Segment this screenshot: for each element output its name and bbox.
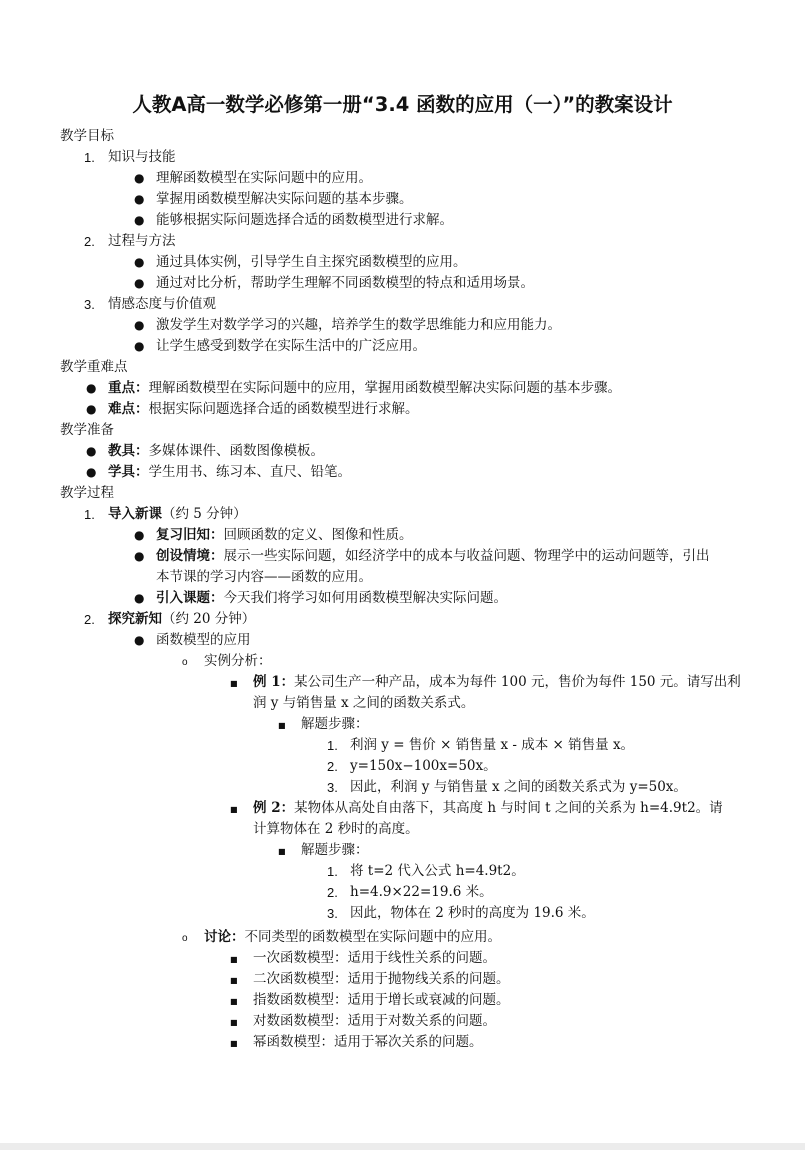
step-title: 导入新课: [108, 506, 162, 522]
list-number: 2.: [327, 885, 338, 900]
list-item: [108, 441, 324, 462]
item-text: 今天我们将学习如何用函数模型解决实际问题。: [223, 590, 507, 606]
list-item: 指数函数模型：适用于增长或衰减的问题。: [253, 992, 510, 1008]
step-item: 利润 y = 售价 × 销售量 x - 成本 × 销售量 x。: [350, 737, 635, 753]
item-label: 例 2：: [253, 800, 295, 816]
bullet-icon: ●: [134, 213, 145, 227]
step-item: 因此，利润 y 与销售量 x 之间的函数关系式为 y=50x。: [350, 779, 687, 795]
list-item: 幂函数模型：适用于幂次关系的问题。: [253, 1034, 483, 1050]
item-text: 根据实际问题选择合适的函数模型进行求解。: [148, 401, 419, 417]
list-item: 解题步骤：: [301, 716, 369, 732]
objective-group-title: 过程与方法: [108, 233, 176, 249]
square-bullet-icon: ■: [230, 1039, 238, 1048]
item-label: 复习旧知：: [156, 527, 224, 543]
list-item: 二次函数模型：适用于抛物线关系的问题。: [253, 971, 510, 987]
bullet-icon: ●: [134, 192, 145, 206]
square-bullet-icon: ■: [278, 847, 286, 856]
square-bullet-icon: ■: [230, 679, 238, 688]
bullet-icon: ●: [134, 549, 145, 563]
circle-bullet-icon: o: [182, 933, 188, 944]
item-label: 教具：: [108, 443, 149, 459]
objective-group-title: 知识与技能: [108, 149, 176, 165]
item-text: 理解函数模型在实际问题中的应用，掌握用函数模型解决实际问题的基本步骤。: [148, 380, 621, 396]
keypoints-heading: 教学重难点: [60, 359, 128, 375]
list-number: 1.: [84, 150, 95, 165]
list-item-continuation: 计算物体在 2 秒时的高度。: [253, 821, 419, 837]
list-number: 2.: [84, 234, 95, 249]
item-label: 重点：: [108, 380, 149, 396]
bullet-icon: ●: [86, 402, 97, 416]
square-bullet-icon: ■: [278, 721, 286, 730]
item-text: 不同类型的函数模型在实际问题中的应用。: [244, 929, 501, 945]
bullet-icon: ●: [134, 633, 145, 647]
list-item: [108, 378, 621, 399]
list-item: 通过对比分析，帮助学生理解不同函数模型的特点和适用场景。: [156, 275, 534, 291]
item-text: 某物体从高处自由落下，其高度 h 与时间 t 之间的关系为 h=4.9t2。请: [294, 800, 723, 816]
document-title: 人教A高一数学必修第一册“3.4 函数的应用（一）”的教案设计: [132, 93, 673, 116]
item-label: 创设情境：: [156, 548, 224, 564]
list-item: 一次函数模型：适用于线性关系的问题。: [253, 950, 496, 966]
list-item: 通过具体实例，引导学生自主探究函数模型的应用。: [156, 254, 467, 270]
process-step-title: [108, 609, 255, 630]
item-text: 回顾函数的定义、图像和性质。: [223, 527, 413, 543]
prep-heading: 教学准备: [60, 422, 114, 438]
list-number: 2.: [84, 612, 95, 627]
list-item-continuation: 本节课的学习内容——函数的应用。: [156, 569, 372, 585]
item-label: 例 1：: [253, 674, 295, 690]
objectives-heading: 教学目标: [60, 128, 114, 144]
bullet-icon: ●: [134, 276, 145, 290]
bullet-icon: ●: [86, 381, 97, 395]
list-item: [156, 588, 507, 609]
example-item: [253, 798, 723, 819]
item-label: 难点：: [108, 401, 149, 417]
bullet-icon: ●: [134, 255, 145, 269]
list-number: 3.: [327, 780, 338, 795]
process-step-title: [108, 504, 247, 525]
list-item-continuation: 润 y 与销售量 x 之间的函数关系式。: [253, 695, 475, 711]
bullet-icon: ●: [134, 591, 145, 605]
item-text: 学生用书、练习本、直尺、铅笔。: [148, 464, 351, 480]
process-heading: 教学过程: [60, 485, 114, 501]
item-label: 讨论：: [204, 929, 245, 945]
item-text: 多媒体课件、函数图像模板。: [148, 443, 324, 459]
square-bullet-icon: ■: [230, 976, 238, 985]
list-item: [108, 462, 351, 483]
step-item: y=150x−100x=50x。: [350, 758, 497, 774]
bullet-icon: ●: [134, 171, 145, 185]
objective-group-title: 情感态度与价值观: [108, 296, 216, 312]
item-text: 某公司生产一种产品，成本为每件 100 元，售价为每件 150 元。请写出利: [294, 674, 741, 690]
list-item: 对数函数模型：适用于对数关系的问题。: [253, 1013, 496, 1029]
discussion-item: [204, 927, 501, 948]
list-item: 掌握用函数模型解决实际问题的基本步骤。: [156, 191, 413, 207]
bullet-icon: ●: [134, 528, 145, 542]
step-time: （约 5 分钟）: [162, 506, 247, 522]
item-label: 引入课题：: [156, 590, 224, 606]
step-time: （约 20 分钟）: [162, 611, 256, 627]
bullet-icon: ●: [134, 318, 145, 332]
square-bullet-icon: ■: [230, 805, 238, 814]
list-item: 激发学生对数学学习的兴趣，培养学生的数学思维能力和应用能力。: [156, 317, 561, 333]
list-item: [156, 546, 710, 567]
circle-bullet-icon: o: [182, 657, 188, 668]
step-item: 因此，物体在 2 秒时的高度为 19.6 米。: [350, 905, 595, 921]
list-number: 1.: [84, 507, 95, 522]
item-text: 展示一些实际问题，如经济学中的成本与收益问题、物理学中的运动问题等，引出: [223, 548, 710, 564]
list-item: 解题步骤：: [301, 842, 369, 858]
list-item: [108, 399, 419, 420]
list-number: 1.: [327, 864, 338, 879]
list-number: 1.: [327, 738, 338, 753]
list-item: 理解函数模型在实际问题中的应用。: [156, 170, 372, 186]
bullet-icon: ●: [134, 339, 145, 353]
list-item: 实例分析：: [204, 653, 272, 669]
bullet-icon: ●: [86, 465, 97, 479]
list-item: 让学生感受到数学在实际生活中的广泛应用。: [156, 338, 426, 354]
list-item: [156, 525, 413, 546]
list-item: 函数模型的应用: [156, 632, 251, 648]
step-item: 将 t=2 代入公式 h=4.9t2。: [350, 863, 525, 879]
bullet-icon: ●: [86, 444, 97, 458]
step-title: 探究新知: [108, 611, 162, 627]
step-item: h=4.9×22=19.6 米。: [350, 884, 493, 900]
example-item: [253, 672, 741, 693]
list-number: 3.: [84, 297, 95, 312]
list-number: 3.: [327, 906, 338, 921]
square-bullet-icon: ■: [230, 955, 238, 964]
list-item: 能够根据实际问题选择合适的函数模型进行求解。: [156, 212, 453, 228]
list-number: 2.: [327, 759, 338, 774]
square-bullet-icon: ■: [230, 1018, 238, 1027]
item-label: 学具：: [108, 464, 149, 480]
square-bullet-icon: ■: [230, 997, 238, 1006]
